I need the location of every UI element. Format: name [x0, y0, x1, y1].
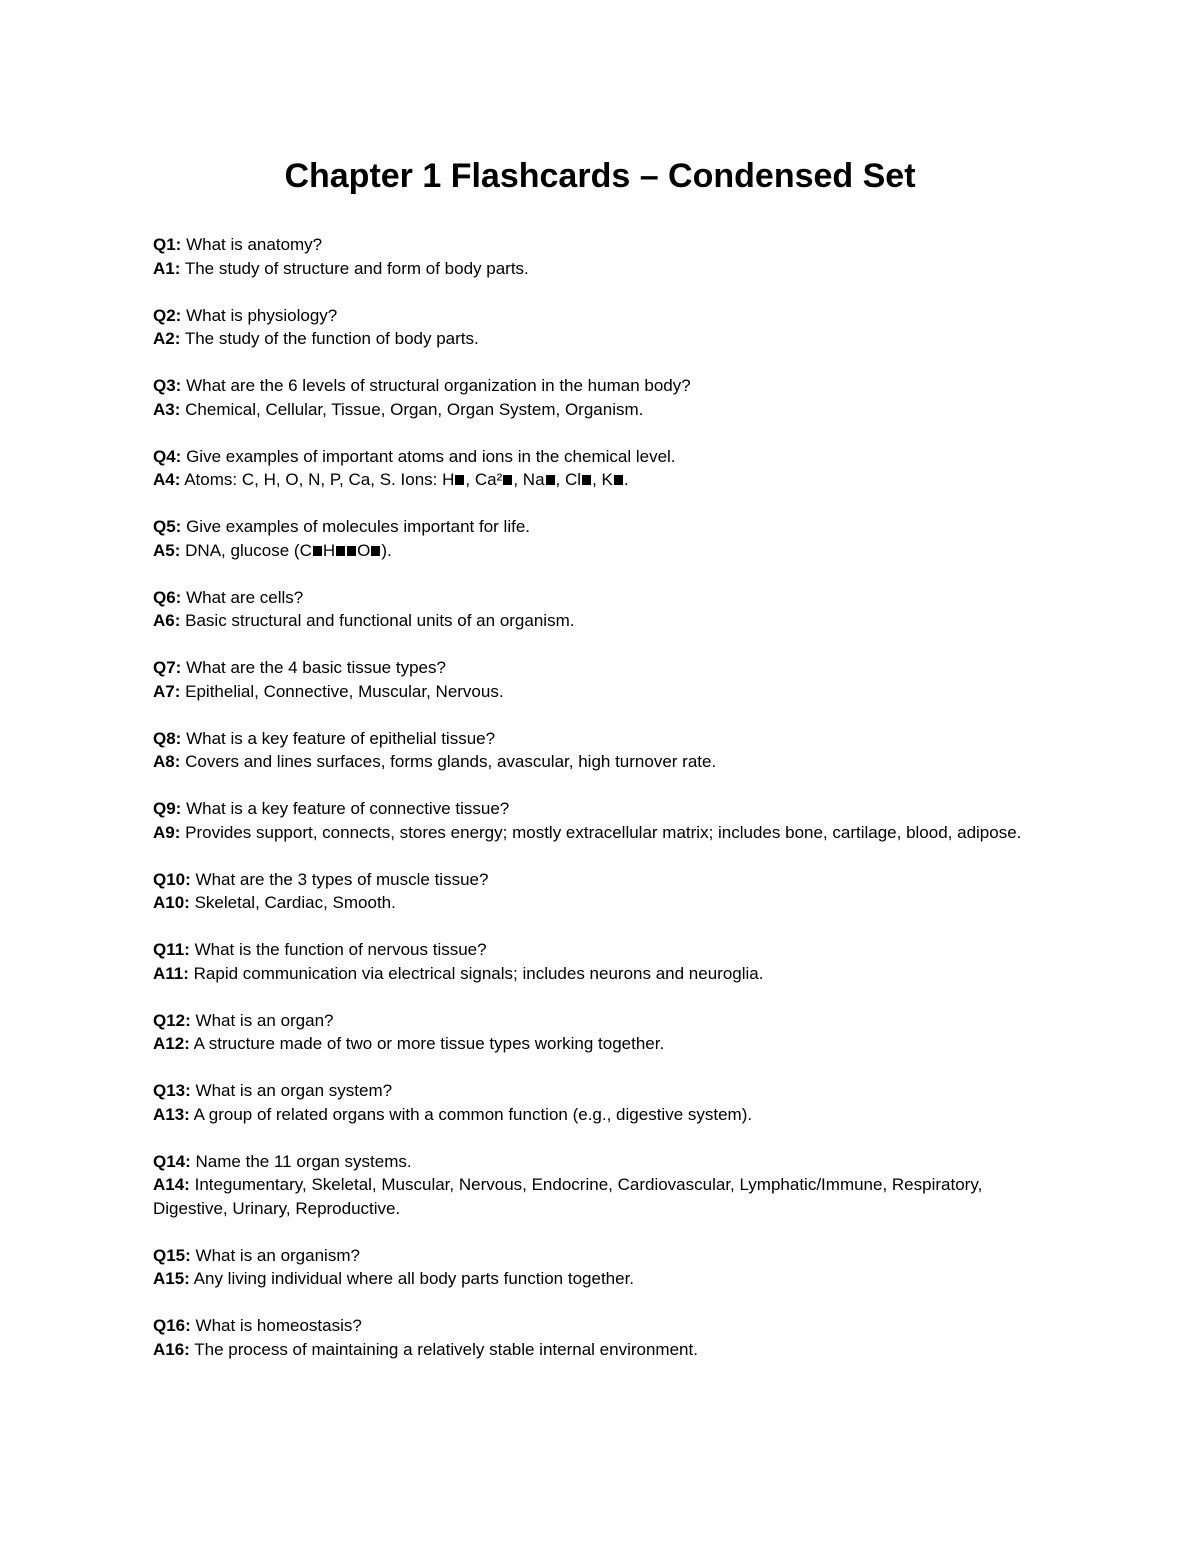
answer-label: A12: [153, 1034, 190, 1053]
answer-text: Chemical, Cellular, Tissue, Organ, Organ System, Organism. [185, 399, 644, 419]
question-label: Q6: [153, 587, 182, 607]
answer-line [153, 609, 1033, 633]
question-line [153, 1150, 1033, 1174]
question-text: What are the 4 basic tissue types? [186, 658, 446, 677]
question-line [153, 1244, 1033, 1268]
answer-text: Basic structural and functional units of an organism. [185, 611, 575, 630]
answer-text: The study of structure and form of body parts. [184, 258, 529, 278]
question-label: Q1: [153, 235, 182, 254]
missing-glyph-box [455, 475, 464, 485]
flashcard [153, 304, 1033, 351]
answer-label: A15: [153, 1269, 190, 1288]
answer-text: DNA, glucose (C H O ). [185, 540, 392, 560]
answer-line [153, 750, 1033, 774]
question-label: Q15: [153, 1245, 191, 1265]
answer-text: Any living individual where all body parts function together. [193, 1269, 635, 1288]
question-label: Q7: [153, 658, 182, 677]
answer-line [153, 398, 1033, 422]
answer-label: A7: [153, 681, 181, 701]
question-text: What is a key feature of epithelial tissue? [186, 728, 496, 748]
answer-line [153, 1103, 1033, 1127]
answer-label: A10: [153, 893, 190, 912]
question-text: Give examples of important atoms and ions in the chemical level. [186, 446, 676, 466]
answer-label: A5: [153, 540, 181, 560]
question-text: What is physiology? [186, 305, 338, 325]
answer-text: Atoms: C, H, O, N, P, Ca, S. Ions: H , Ca² , Na , Cl , K . [184, 470, 629, 489]
answer-label: A4: [153, 470, 181, 489]
document-page [153, 0, 1053, 1553]
question-text: What is anatomy? [186, 235, 323, 254]
question-line [153, 1079, 1033, 1103]
question-label: Q12: [153, 1010, 191, 1030]
answer-line [153, 1032, 1033, 1056]
question-line [153, 233, 1033, 257]
question-line [153, 374, 1033, 398]
question-text: Name the 11 organ systems. [195, 1151, 412, 1171]
flashcard [153, 586, 1033, 633]
missing-glyph-box [313, 546, 322, 556]
flashcard [153, 938, 1033, 985]
question-text: What is an organ? [195, 1010, 334, 1030]
answer-text: Rapid communication via electrical signals; includes neurons and neuroglia. [193, 963, 764, 983]
flashcard [153, 515, 1033, 562]
answer-label: A9: [153, 822, 181, 842]
question-label: Q16: [153, 1316, 191, 1335]
question-label: Q13: [153, 1081, 191, 1100]
answer-line [153, 539, 1033, 563]
question-line [153, 1009, 1033, 1033]
missing-glyph-box [347, 546, 356, 556]
answer-text: A group of related organs with a common function (e.g., digestive system). [193, 1104, 753, 1124]
answer-label: A13: [153, 1104, 190, 1124]
answer-line [153, 1173, 1033, 1220]
question-line [153, 868, 1033, 892]
answer-line [153, 821, 1033, 845]
answer-line [153, 257, 1033, 281]
page-title: Chapter 1 Flashcards – Condensed Set [284, 157, 916, 195]
answer-text: Skeletal, Cardiac, Smooth. [194, 893, 396, 912]
missing-glyph-box [614, 475, 623, 485]
question-text: What is the function of nervous tissue? [194, 940, 487, 959]
missing-glyph-box [546, 475, 555, 485]
answer-text: Integumentary, Skeletal, Muscular, Nervous, Endocrine, Cardiovascular, Lymphatic/Immune, Respiratory, Digestive, Urinary, Reproductive. [153, 1175, 983, 1218]
question-text: What is a key feature of connective tissue? [186, 799, 510, 818]
question-label: Q2: [153, 305, 182, 325]
flashcard [153, 1079, 1033, 1126]
question-text: What are cells? [186, 587, 304, 607]
flashcard [153, 1244, 1033, 1291]
question-label: Q9: [153, 799, 182, 818]
answer-label: A8: [153, 752, 181, 771]
answer-label: A11: [153, 963, 189, 983]
answer-text: Epithelial, Connective, Muscular, Nervous. [185, 681, 504, 701]
flashcard [153, 656, 1033, 703]
flashcard [153, 1314, 1033, 1361]
answer-line [153, 1267, 1033, 1291]
answer-line [153, 891, 1033, 915]
question-line [153, 727, 1033, 751]
missing-glyph-box [582, 475, 591, 485]
flashcard [153, 233, 1033, 280]
question-text: What are the 3 types of muscle tissue? [195, 869, 489, 889]
answer-text: The process of maintaining a relatively stable internal environment. [194, 1339, 698, 1359]
question-line [153, 656, 1033, 680]
question-line [153, 1314, 1033, 1338]
question-line [153, 515, 1033, 539]
missing-glyph-box [336, 546, 345, 556]
question-line [153, 445, 1033, 469]
question-text: What are the 6 levels of structural organization in the human body? [186, 376, 691, 395]
question-line [153, 938, 1033, 962]
flashcard [153, 727, 1033, 774]
question-line [153, 586, 1033, 610]
missing-glyph-box [503, 475, 512, 485]
question-text: What is homeostasis? [195, 1316, 362, 1335]
answer-line [153, 962, 1033, 986]
answer-label: A16: [153, 1339, 190, 1359]
question-text: What is an organ system? [195, 1081, 393, 1100]
question-label: Q5: [153, 517, 182, 536]
flashcard [153, 1150, 1033, 1221]
answer-label: A1: [153, 258, 181, 278]
missing-glyph-box [371, 546, 380, 556]
question-label: Q4: [153, 446, 182, 466]
answer-line [153, 468, 1033, 492]
question-label: Q8: [153, 728, 182, 748]
question-text: What is an organism? [195, 1245, 360, 1265]
answer-label: A3: [153, 399, 181, 419]
answer-text: A structure made of two or more tissue types working together. [193, 1034, 665, 1053]
question-label: Q3: [153, 376, 182, 395]
question-label: Q14: [153, 1151, 191, 1171]
question-text: Give examples of molecules important for life. [186, 517, 530, 536]
flashcard [153, 445, 1033, 492]
question-label: Q11: [153, 940, 190, 959]
answer-line [153, 680, 1033, 704]
question-line [153, 797, 1033, 821]
flashcard [153, 868, 1033, 915]
answer-text: The study of the function of body parts. [184, 329, 479, 348]
answer-line [153, 1338, 1033, 1362]
answer-label: A14: [153, 1175, 190, 1194]
answer-text: Provides support, connects, stores energy; mostly extracellular matrix; includes bone, cartilage, blood, adipose. [185, 822, 1022, 842]
answer-text: Covers and lines surfaces, forms glands, avascular, high turnover rate. [185, 752, 717, 771]
answer-label: A2: [153, 329, 181, 348]
question-label: Q10: [153, 869, 191, 889]
answer-line [153, 327, 1033, 351]
flashcard [153, 1009, 1033, 1056]
flashcard-list [153, 233, 1033, 1385]
question-line [153, 304, 1033, 328]
flashcard [153, 374, 1033, 421]
answer-label: A6: [153, 611, 181, 630]
flashcard [153, 797, 1033, 844]
